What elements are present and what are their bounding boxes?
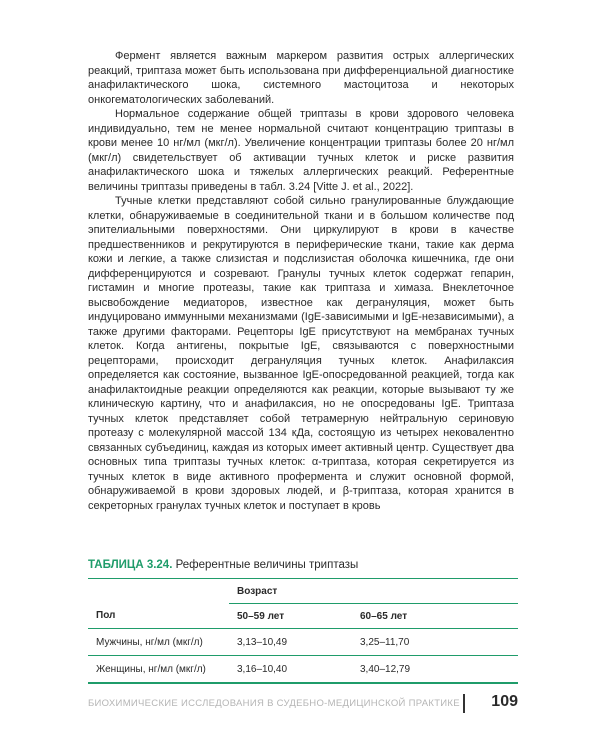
body-text bbox=[88, 49, 514, 513]
page-number: 109 bbox=[491, 693, 518, 710]
table-title: Референтные величины триптазы bbox=[175, 559, 359, 571]
reference-table bbox=[88, 578, 518, 684]
table-column-header: Пол bbox=[88, 604, 229, 629]
table-cell: 3,40–12,79 bbox=[352, 656, 518, 683]
table-column-header: 60–65 лет bbox=[352, 604, 518, 629]
table-group-header: Возраст bbox=[229, 579, 518, 604]
page-footer bbox=[88, 692, 518, 716]
running-title: БИОХИМИЧЕСКИЕ ИССЛЕДОВАНИЯ В СУДЕБНО-МЕДИЦИНСКОЙ ПРАКТИКЕ bbox=[88, 698, 460, 709]
paragraph: Тучные клетки представляют собой сильно гранулированные блуждающие клетки, обнаруживаемые в соединительной ткани и в большом количестве под эпителиальными поверхностями. Они циркулируют в крови в качестве предшественников и рекрутируются в периферические ткани, такие как дерма кожи и легкие, а также слизистая и подслизистая оболочка кишечника, где они дифференцируются и созревают. Гранулы тучных клеток содержат гепарин, гистамин и многие протеазы, такие как триптаза и химаза. Внеклеточное высвобождение медиаторов, известное как дегрануляция, может быть индуцировано иммунными механизмами (IgE-зависимыми и IgE-независимыми), а также другими факторами. Рецепторы IgE присутствуют на мембранах тучных клеток. Когда антигены, покрытые IgE, связываются с поверхностными рецепторами, происходит дегрануляция тучных клеток. Анафилаксия определяется как состояние, вызванное IgE-опосредованной реакцией, тогда как анафилактоидные реакции определяются как реакции, которые вызывают ту же клиническую картину, что и анафилаксия, но не опосредованы IgE. Триптаза тучных клеток представляет собой тетрамерную нейтральную сериновую протеазу с молекулярной массой 134 кДа, состоящую из четырех нековалентно связанных субъединиц, каждая из которых имеет активный центр. Существует два основных типа триптазы тучных клеток: α-триптаза, которая секретируется из тучных клеток в виде активного профермента и служит основной формой, обнаруживаемой в крови здоровых людей, и β-триптаза, которая хранится в секреторных гранулах тучных клеток и поступает в кровь bbox=[88, 195, 514, 512]
table-caption bbox=[88, 557, 518, 573]
table-header-blank bbox=[88, 579, 229, 604]
table-cell: Мужчины, нг/мл (мкг/л) bbox=[96, 636, 203, 648]
table-cell: 3,25–11,70 bbox=[360, 636, 410, 648]
table-cell: 3,13–10,49 bbox=[237, 636, 288, 648]
table-row bbox=[88, 629, 518, 656]
paragraph: Фермент является важным маркером развития острых аллергических реакций, триптаза может быть использована при дифференциальной диагностике анафилактического шока, системного мастоцитоза и некоторых онкогематологических заболеваний. bbox=[88, 50, 514, 106]
table-label: ТАБЛИЦА 3.24. bbox=[88, 559, 173, 571]
footer-divider bbox=[463, 694, 465, 713]
paragraph: Нормальное содержание общей триптазы в крови здорового человека индивидуально, тем не менее нормальной считают концентрацию триптазы в крови менее 10 нг/мл (мкг/л). Увеличение концентрации триптазы более 20 нг/мл (мкг/л) свидетельствует об активации тучных клеток и риске развития анафилактического шока и тяжелых аллергических реакций. Референтные величины триптазы приведены в табл. 3.24 [Vitte J. et al., 2022]. bbox=[88, 108, 514, 193]
table-cell: Женщины, нг/мл (мкг/л) bbox=[88, 656, 229, 683]
table-column-header: 50–59 лет bbox=[229, 604, 352, 629]
table-cell: 3,16–10,40 bbox=[229, 656, 352, 683]
table-row bbox=[88, 656, 518, 683]
